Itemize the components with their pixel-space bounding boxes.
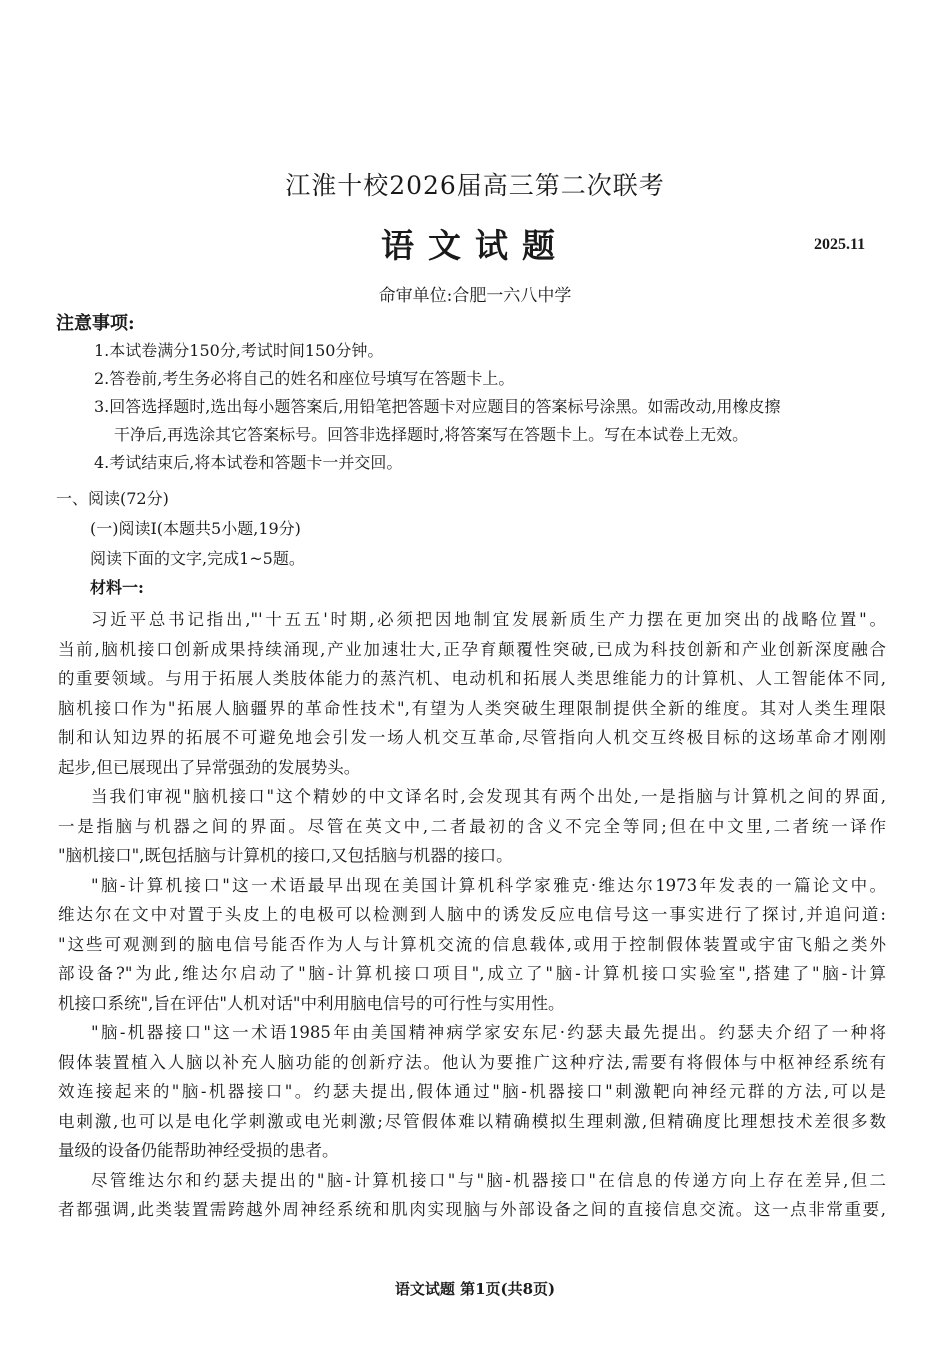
paragraph-line: 当我们审视"脑机接口"这个精妙的中文译名时,会发现其有两个出处,一是指脑与计算机之间的界面, [91,787,886,806]
paragraph-line: 制和认知边界的拓展不可避免地会引发一场人机交互革命,尽管指向人机交互终极目标的这场革命才刚刚 [58,728,886,747]
notice-item-continued: 干净后,再选涂其它答案标号。回答非选择题时,将答案写在答题卡上。写在本试卷上无效。 [114,425,749,444]
paragraph-line: 量级的设备仍能帮助神经受损的患者。 [58,1141,339,1160]
paragraph-line: 脑机接口作为"拓展人脑疆界的革命性技术",有望为人类突破生理限制提供全新的维度。其对人类生理限 [58,698,886,718]
paragraph-line: 起步,但已展现出了异常强劲的发展势头。 [58,757,361,777]
notice-item: 1.本试卷满分150分,考试时间150分钟。 [94,341,384,360]
notice-item: 3.回答选择题时,选出每小题答案后,用铅笔把答题卡对应题目的答案标号涂黑。如需改动,用橡皮擦 [94,397,781,416]
paragraph-line: 效连接起来的"脑-机器接口"。约瑟夫提出,假体通过"脑-机器接口"刺激靶向神经元群的方法,可以是 [58,1082,886,1101]
exam-subject-title: 语文试题 [381,226,569,265]
paragraph-line: 维达尔在文中对置于头皮上的电极可以检测到人脑中的诱发反应电信号这一事实进行了探讨,并追问道: [58,905,886,924]
paragraph [58,871,886,1019]
paragraph-line: "脑-计算机接口"这一术语最早出现在美国计算机科学家雅克·维达尔1973年发表的一篇论文中。 [91,875,886,895]
exam-date: 2025.11 [814,236,866,253]
paragraph-line: 的重要领域。与用于拓展人类肢体能力的蒸汽机、电动机和拓展人类思维能力的计算机、人工智能体不同, [58,669,886,688]
paragraph-line: 一是指脑与机器之间的界面。尽管在英文中,二者最初的含义不完全等同;但在中文里,二者统一译作 [58,816,886,836]
paragraph [58,1018,886,1166]
page-footer: 语文试题 第1页(共8页) [394,1280,556,1298]
paragraph-line: 电刺激,也可以是电化学刺激或电光刺激;尽管假体难以精确模拟生理刺激,但精确度比理想技术差很多数 [58,1111,886,1131]
paragraph-line: 尽管维达尔和约瑟夫提出的"脑-计算机接口"与"脑-机器接口"在信息的传递方向上存在差异,但二 [91,1170,886,1190]
paragraph [58,1166,886,1225]
paragraph-line: 当前,脑机接口创新成果持续涌现,产业加速壮大,正孕育颠覆性突破,已成为科技创新和产业创新深度融合 [58,639,886,659]
paragraph-line: 部设备?"为此,维达尔启动了"脑-计算机接口项目",成立了"脑-计算机接口实验室",搭建了"脑-计算 [58,964,886,983]
paragraph [58,605,886,782]
paragraph [58,782,886,871]
exam-series-title: 江淮十校2026届高三第二次联考 [285,171,665,200]
paragraph-line: 习近平总书记指出,"'十五五'时期,必须把因地制宜发展新质生产力摆在更加突出的战略位置"。 [91,610,886,629]
notice-item: 4.考试结束后,将本试卷和答题卡一并交回。 [94,453,403,472]
notice-list [94,337,894,477]
paragraph-line: "这些可观测到的脑电信号能否作为人与计算机交流的信息载体,或用于控制假体装置或宇宙飞船之类外 [58,934,886,954]
notice-item: 2.答卷前,考生务必将自己的姓名和座位号填写在答题卡上。 [94,369,515,388]
reading-passage [58,605,886,1225]
paragraph-line: "脑机接口",既包括脑与计算机的接口,又包括脑与机器的接口。 [58,846,513,865]
paragraph-line: 者都强调,此类装置需跨越外周神经系统和肌肉实现脑与外部设备之间的直接信息交流。这一点非常重要, [58,1200,886,1219]
material-label: 材料一: [90,578,144,597]
instruction: 阅读下面的文字,完成1~5题。 [90,549,305,568]
subsection-heading: (一)阅读Ⅰ(本题共5小题,19分) [90,519,301,538]
notice-heading: 注意事项: [56,313,135,334]
paragraph-line: "脑-机器接口"这一术语1985年由美国精神病学家安东尼·约瑟夫最先提出。约瑟夫介绍了一种将 [91,1023,886,1042]
paragraph-line: 机接口系统",旨在评估"人机对话"中利用脑电信号的可行性与实用性。 [58,993,565,1013]
authoring-unit: 命审单位:合肥一六八中学 [378,286,572,306]
paragraph-line: 假体装置植入人脑以补充人脑功能的创新疗法。他认为要推广这种疗法,需要有将假体与中枢神经系统有 [58,1052,886,1072]
section-heading: 一、阅读(72分) [56,489,169,508]
